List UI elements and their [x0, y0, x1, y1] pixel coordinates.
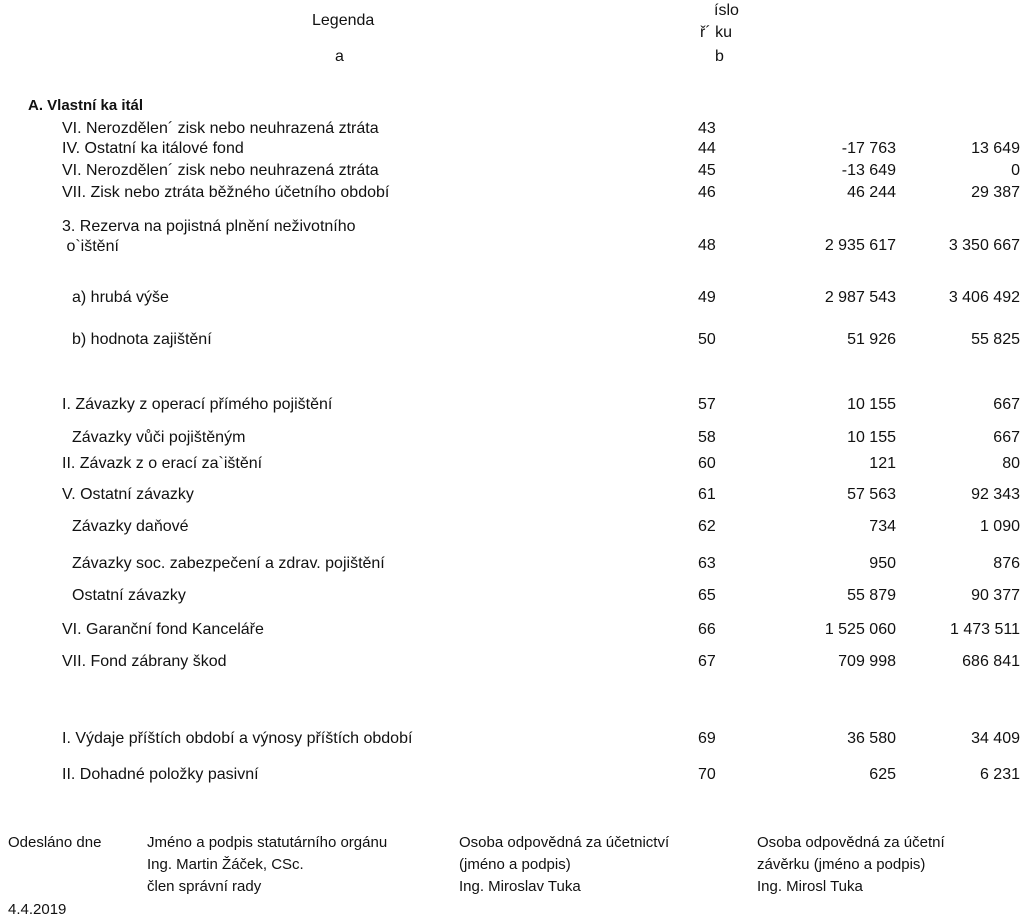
accounting-person-title: Osoba odpovědná za účetnictví: [459, 834, 670, 851]
row-label: Závazky daňové: [72, 518, 189, 535]
row-label: II. Dohadné položky pasivní: [62, 766, 259, 783]
row-label: 3. Rezerva na pojistná plnění neživotního o`ištění: [62, 218, 356, 255]
row-current-value: 2 935 617: [824, 237, 896, 254]
row-label: I. Závazky z operací přímého pojištění: [62, 396, 333, 413]
row-label: IV. Ostatní ka itálové fond: [62, 140, 244, 157]
row-label: VII. Fond zábrany škod: [62, 653, 227, 670]
row-current-value: 734: [869, 518, 896, 535]
row-current-value: 55 879: [847, 587, 896, 604]
row-current-value: 10 155: [847, 429, 896, 446]
row-label: b) hodnota zajištění: [72, 331, 212, 348]
row-previous-value: 1 090: [979, 518, 1020, 535]
row-previous-value: 13 649: [971, 140, 1020, 157]
row-current-value: 709 998: [838, 653, 896, 670]
legend-column-sub: a: [335, 48, 344, 65]
row-current-value: -17 763: [841, 140, 896, 157]
row-code: 65: [698, 587, 716, 604]
row-number-header-line1: íslo: [714, 2, 739, 19]
sent-date: 4.4.2019: [8, 901, 67, 918]
closing-person-title: Osoba odpovědná za účetní: [757, 834, 945, 851]
row-label: I. Výdaje příštích období a výnosy příštích období: [62, 730, 413, 747]
sent-label: Odesláno dne: [8, 834, 102, 851]
row-previous-value: 29 387: [971, 184, 1020, 201]
row-code: 69: [698, 730, 716, 747]
row-previous-value: 0: [1011, 162, 1020, 179]
statutory-title: Jméno a podpis statutárního orgánu: [147, 834, 388, 851]
row-code: 66: [698, 621, 716, 638]
row-previous-value: 876: [993, 555, 1020, 572]
row-code: 60: [698, 455, 716, 472]
row-code: 45: [698, 162, 716, 179]
row-label: VI. Nerozdělen´ zisk nebo neuhrazená ztráta: [62, 162, 379, 179]
row-code: 58: [698, 429, 716, 446]
legend-column-header: Legenda: [312, 12, 375, 29]
row-label: Ostatní závazky: [72, 587, 186, 604]
row-code: 43: [698, 120, 716, 137]
row-previous-value: 55 825: [971, 331, 1020, 348]
row-current-value: 1 525 060: [824, 621, 896, 638]
closing-person-name: Ing. Mirosl Tuka: [757, 878, 863, 895]
row-current-value: 121: [869, 455, 896, 472]
row-current-value: 57 563: [847, 486, 896, 503]
row-previous-value: 90 377: [971, 587, 1020, 604]
accounting-person-sub: (jméno a podpis): [459, 856, 571, 873]
row-current-value: 46 244: [847, 184, 896, 201]
row-previous-value: 80: [1002, 455, 1020, 472]
row-code: 67: [698, 653, 716, 670]
row-current-value: 625: [869, 766, 896, 783]
row-previous-value: 34 409: [971, 730, 1020, 747]
row-code: 63: [698, 555, 716, 572]
row-number-header-line2: ř´ ku: [700, 24, 732, 41]
row-code: 50: [698, 331, 716, 348]
row-label: Závazky soc. zabezpečení a zdrav. pojištění: [72, 555, 385, 572]
row-code: 70: [698, 766, 716, 783]
row-code: 49: [698, 289, 716, 306]
row-previous-value: 667: [993, 429, 1020, 446]
statutory-name: Ing. Martin Žáček, CSc.: [147, 856, 304, 873]
row-label: II. Závazk z o erací za`ištění: [62, 455, 263, 472]
row-previous-value: 92 343: [971, 486, 1020, 503]
row-current-value: -13 649: [841, 162, 896, 179]
row-current-value: 950: [869, 555, 896, 572]
row-label: VII. Zisk nebo ztráta běžného účetního období: [62, 184, 390, 201]
row-label: Závazky vůči pojištěným: [72, 429, 246, 446]
row-code: 62: [698, 518, 716, 535]
row-previous-value: 686 841: [962, 653, 1020, 670]
row-previous-value: 3 406 492: [948, 289, 1020, 306]
row-previous-value: 6 231: [979, 766, 1020, 783]
row-current-value: 10 155: [847, 396, 896, 413]
statutory-role: člen správní rady: [147, 878, 262, 895]
accounting-person-name: Ing. Miroslav Tuka: [459, 878, 581, 895]
row-previous-value: 3 350 667: [948, 237, 1020, 254]
row-label: a) hrubá výše: [72, 289, 169, 306]
row-current-value: 51 926: [847, 331, 896, 348]
row-code: 57: [698, 396, 716, 413]
row-code: 44: [698, 140, 716, 157]
row-label: VI. Nerozdělen´ zisk nebo neuhrazená ztráta: [62, 120, 379, 137]
row-number-column-sub: b: [715, 48, 724, 65]
section-title: A. Vlastní ka itál: [28, 97, 144, 114]
row-code: 61: [698, 486, 716, 503]
row-label: V. Ostatní závazky: [62, 486, 194, 503]
row-current-value: 2 987 543: [824, 289, 896, 306]
row-previous-value: 1 473 511: [950, 621, 1020, 638]
closing-person-sub: závěrku (jméno a podpis): [757, 856, 926, 873]
row-current-value: 36 580: [847, 730, 896, 747]
row-label: VI. Garanční fond Kanceláře: [62, 621, 264, 638]
row-code: 46: [698, 184, 716, 201]
row-code: 48: [698, 237, 716, 254]
row-previous-value: 667: [993, 396, 1020, 413]
